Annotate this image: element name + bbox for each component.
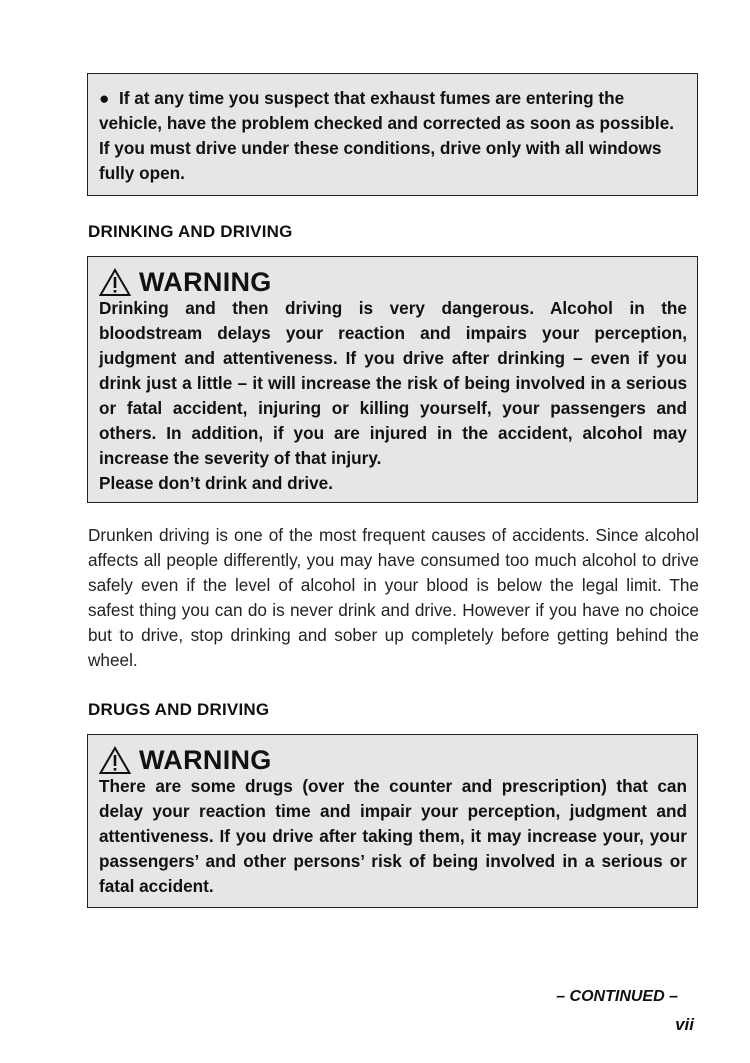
warning-label: WARNING <box>139 744 272 775</box>
warning-triangle-icon <box>99 268 131 297</box>
drugs-warning-text: There are some drugs (over the counter and prescription) that can delay your reaction time and impair your perception, judgment and attentiveness. If you drive after taking them, it may increase your, your passengers’ and other persons’ risk of being involved in a serious or fatal accident. <box>99 776 687 896</box>
warning-triangle-icon <box>99 746 131 775</box>
warning-header <box>99 267 687 297</box>
warning-header <box>99 745 687 775</box>
drinking-heading: DRINKING AND DRIVING <box>88 222 293 241</box>
drinking-warning-box <box>87 256 698 503</box>
drugs-heading: DRUGS AND DRIVING <box>88 700 270 719</box>
continued-label: – CONTINUED – <box>556 988 678 1005</box>
bullet-icon: ● <box>99 88 110 108</box>
exhaust-note-box <box>87 73 698 196</box>
drinking-body-text: Drunken driving is one of the most frequent causes of accidents. Since alcohol affects all people differently, you may have consumed too much alcohol to drive safely even if the level of alcohol in your blood is below the legal limit. The safest thing you can do is never drink and drive. However if you have no choice but to drive, stop drinking and sober up completely before getting behind the wheel. <box>88 525 699 670</box>
exhaust-note-text <box>99 86 687 186</box>
drugs-warning-box <box>87 734 698 908</box>
page-number: vii <box>675 1015 694 1034</box>
drinking-warning-text: Drinking and then driving is very dangerous. Alcohol in the bloodstream delays your reaction and impairs your perception, judgment and attentiveness. If you drive after drinking – even if you drink just a little – it will increase the risk of being involved in a serious or fatal accident, injuring or killing yourself, your passengers and others. In addition, if you are injured in the accident, alcohol may increase the severity of that injury. <box>99 298 687 468</box>
warning-label: WARNING <box>139 266 272 297</box>
drinking-warning-closing: Please don’t drink and drive. <box>99 473 334 493</box>
exhaust-note-body: If at any time you suspect that exhaust fumes are entering the vehicle, have the problem checked and corrected as soon as possible. If you must drive under these conditions, drive only with all windows fully open. <box>99 88 675 183</box>
